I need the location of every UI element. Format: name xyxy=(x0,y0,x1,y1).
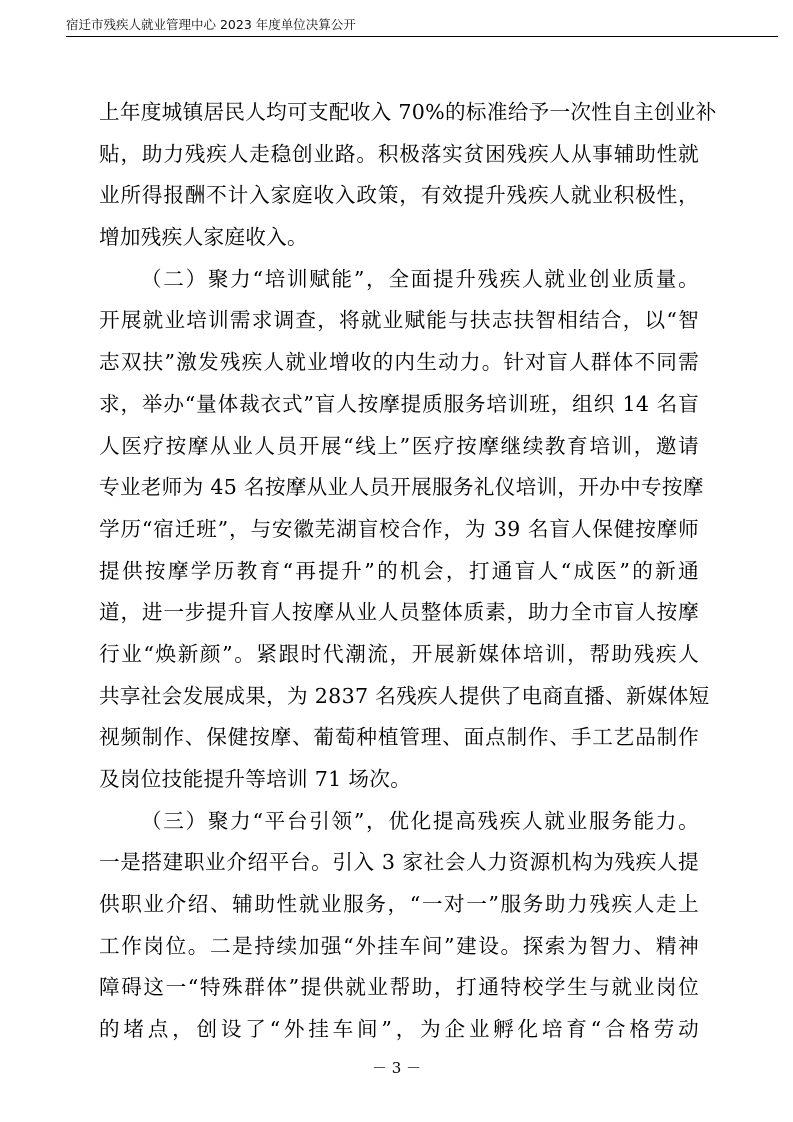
running-header xyxy=(66,16,778,37)
text-line: 开展就业培训需求调查，将就业赋能与扶志扶智相结合，以“智 xyxy=(99,308,699,333)
section-heading-line: （二）聚力“培训赋能”，全面提升残疾人就业创业质量。 xyxy=(141,266,699,291)
text-line: 道，进一步提升盲人按摩从业人员整体质素，助力全市盲人按摩 xyxy=(99,600,699,625)
text-line: 共享社会发展成果，为 2837 名残疾人提供了电商直播、新媒体短 xyxy=(99,683,710,708)
text-line: 学历“宿迁班”，与安徽芜湖盲校合作，为 39 名盲人保健按摩师 xyxy=(99,516,699,541)
text-line: 及岗位技能提升等培训 71 场次。 xyxy=(99,767,412,791)
text-line: 提供按摩学历教育“再提升”的机会，打通盲人“成医”的新通 xyxy=(99,558,699,583)
text-line: 行业“焕新颜”。紧跟时代潮流，开展新媒体培训，帮助残疾人 xyxy=(99,641,699,666)
text-line: 工作岗位。二是持续加强“外挂车间”建设。探索为智力、精神 xyxy=(99,933,699,958)
text-line: 障碍这一“特殊群体”提供就业帮助，打通特校学生与就业岗位 xyxy=(99,975,699,1000)
text-line: 业所得报酬不计入家庭收入政策，有效提升残疾人就业积极性， xyxy=(99,183,699,208)
text-line: 的堵点，创设了“外挂车间”，为企业孵化培育“合格劳动 xyxy=(99,1017,699,1042)
text-line: 人医疗按摩从业人员开展“线上”医疗按摩继续教育培训，邀请 xyxy=(99,433,699,458)
document-body xyxy=(99,92,717,1051)
text-line: 增加残疾人家庭收入。 xyxy=(99,225,308,250)
page-number: － 3 － xyxy=(371,1059,422,1077)
header-title: 宿迁市残疾人就业管理中心 2023 年度单位决算公开 xyxy=(66,17,356,32)
text-line: 视频制作、保健按摩、葡萄种植管理、面点制作、手工艺品制作 xyxy=(99,725,699,750)
text-line: 专业老师为 45 名按摩从业人员开展服务礼仪培训，开办中专按摩 xyxy=(99,475,704,500)
text-line: 求，举办“量体裁衣式”盲人按摩提质服务培训班，组织 14 名盲 xyxy=(99,391,699,416)
text-line: 上年度城镇居民人均可支配收入 70%的标准给予一次性自主创业补 xyxy=(99,100,717,124)
section-heading-line: （三）聚力“平台引领”，优化提高残疾人就业服务能力。 xyxy=(141,808,699,833)
text-line: 志双扶”激发残疾人就业增收的内生动力。针对盲人群体不同需 xyxy=(99,350,699,375)
text-line: 一是搭建职业介绍平台。引入 3 家社会人力资源机构为残疾人提 xyxy=(99,850,699,875)
text-line: 供职业介绍、辅助性就业服务，“一对一”服务助力残疾人走上 xyxy=(99,892,699,917)
text-line: 贴，助力残疾人走稳创业路。积极落实贫困残疾人从事辅助性就 xyxy=(99,141,699,166)
